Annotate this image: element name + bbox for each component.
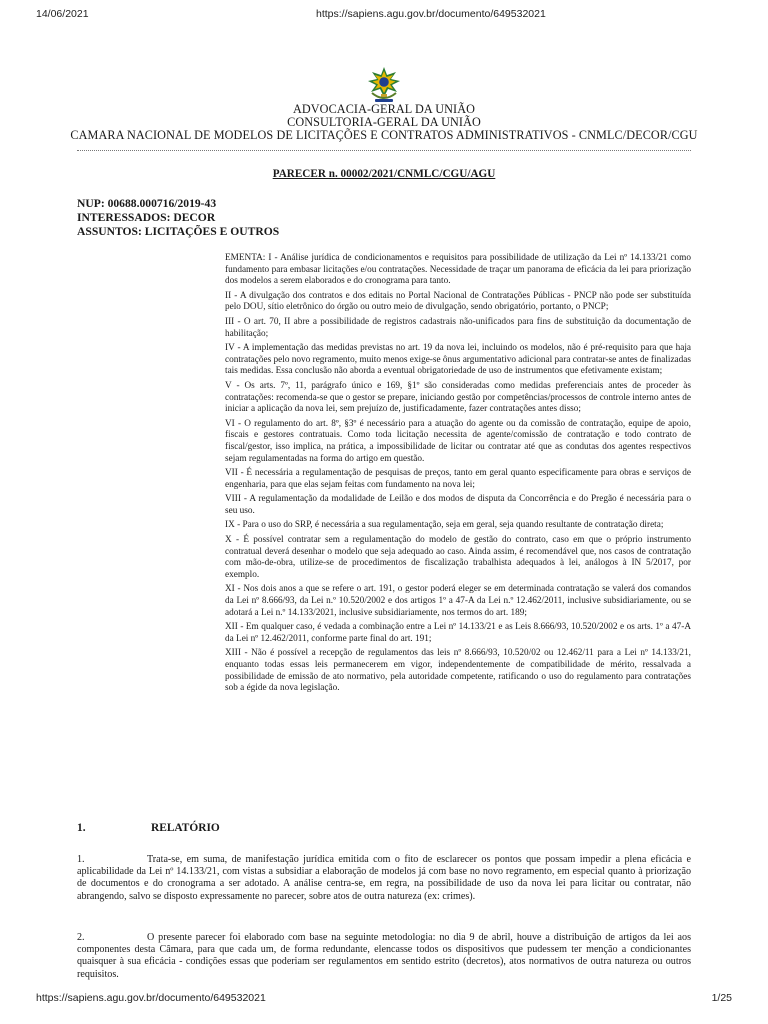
footer-url: https://sapiens.agu.gov.br/documento/649532021: [36, 992, 266, 1004]
ementa-item: XIII - Não é possível a recepção de regulamentos das leis nº 8.666/93, 10.520/02 ou 12.462/11 para a Lei nº 14.133/21, enquanto todas essas leis permanecerem em vigor, independentemente de compatibilidade de mérito, ressalvada a possibilidade de emissão de ato normativo, pela autoridade competente, ratificando o uso do regulamento para contratações sob a égide da nova legislação.: [225, 648, 691, 694]
ementa-item: X - É possível contratar sem a regulamentação do modelo de gestão do contrato, caso em que o próprio instrumento contratual deverá desenhar o modelo que seja adequado ao caso. Ainda assim, é recomendável que, nos casos de contratação com mão-de-obra, utilize-se de procedimentos de fiscalização trabalhista adequados à lei, análogos à IN 5/2017, por exemplo.: [225, 535, 691, 580]
nup-line: NUP: 00688.000716/2019-43: [77, 197, 217, 210]
print-date: 14/06/2021: [36, 8, 89, 20]
ementa-item: VII - É necessária a regulamentação de pesquisas de preços, tanto em geral quanto especificamente para obras e serviços de engenharia, para que elas sejam feitas com fundamento na nova lei;: [225, 468, 691, 490]
print-footer: [0, 992, 768, 1012]
ementa-item: V - Os arts. 7º, 11, parágrafo único e 169, §1º são consideradas como medidas preferenciais antes de proceder às contratações: recomenda-se que o gestor se prepare, iniciando gestão por competências/processos de controle interno antes de iniciar a aplicação da nova lei, sem prejuízo de, justificadamente, fazer contratações antes disso;: [225, 380, 691, 415]
section-number: 1.: [77, 822, 86, 834]
ementa-item: XI - Nos dois anos a que se refere o art. 191, o gestor poderá eleger se em determinada contratação se valerá dos comandos da Lei nº 8.666/93, da Lei n.º 10.520/2002 e dos artigos 1º a 47-A da Lei n.º 12.462/2011, inclusive subsidiariamente, ou se adotará a Lei n.º 14.133/2021, inclusive subsidiariamente, nos termos do art. 189;: [225, 584, 691, 618]
parecer-title: [0, 168, 768, 180]
page-number: 1/25: [711, 992, 732, 1004]
paragraph: [77, 932, 691, 981]
print-url: https://sapiens.agu.gov.br/documento/649532021: [316, 8, 546, 20]
heading-line-cgu: CONSULTORIA-GERAL DA UNIÃO: [287, 115, 481, 129]
paragraph: [77, 854, 691, 903]
paragraph-text: Trata-se, em suma, de manifestação jurídica emitida com o fito de esclarecer os pontos que possam impedir a plena eficácia e aplicabilidade da Lei nº 14.133/21, com vistas a subsidiar a elaboração de modelos já com base no novo regramento, em especial quanto à priorização de documentos e do cronograma a ser adotado. A análise centra-se, em regra, na possibilidade de uso da nova lei para licitar ou contratar, não abrangendo, salvo se disposto expressamente no parecer, sobre atos de outra natureza (ex: crimes).: [77, 854, 691, 902]
paragraph-text: O presente parecer foi elaborado com base na seguinte metodologia: no dia 9 de abril, houve a distribuição de artigos da lei aos componentes desta Câmara, para que cada um, de forma redundante, elencasse todos os dispositivos que pudessem ter menção a condicionantes quaisquer à sua eficácia - condições essas que poderiam ser regulamentos em sentido estrito (decretos), atos normativos de outra natureza ou outros requisitos.: [77, 932, 691, 980]
ementa-item: IX - Para o uso do SRP, é necessária a sua regulamentação, seja em geral, seja quando resultante de contratação direta;: [225, 520, 664, 531]
ementa-item: III - O art. 70, II abre a possibilidade de registros cadastrais não-unificados para fins de substituição da documentação de habilitação;: [225, 316, 691, 339]
paragraph-number: 1.: [77, 854, 85, 865]
heading-line-agu: ADVOCACIA-GERAL DA UNIÃO: [292, 102, 476, 116]
ementa-block: [225, 253, 691, 698]
ementa-item: IV - A implementação das medidas previstas no art. 19 da nova lei, incluindo os modelos, não é pré-requisito para que haja contratações pelo novo regramento, muito menos exige-se ônus argumentativo adicional para contratar-se antes de finalizadas tais medidas. Essa conclusão não aborda a eventual obrigatoriedade de uso de instrumentos que efetivamente existam;: [225, 343, 691, 377]
parecer-title-text: PARECER n. 00002/2021/CNMLC/CGU/AGU: [272, 168, 496, 180]
interessados-line: INTERESSADOS: DECOR: [77, 211, 216, 224]
ementa-item: EMENTA: I - Análise jurídica de condicionamentos e requisitos para possibilidade de utilização da Lei nº 14.133/21 como fundamento para embasar licitações e/ou contratações. Necessidade de traçar um panorama de eficácia da lei para priorização dos modelos a serem elaborados e do cronograma para tanto.: [225, 253, 691, 287]
section-title: RELATÓRIO: [151, 822, 220, 834]
print-header: [0, 8, 768, 28]
ementa-item: XII - Em qualquer caso, é vedada a combinação entre a Lei nº 14.133/21 e as Leis 8.666/93, 10.520/2002 e os arts. 1º a 47-A da Lei nº 12.462/2011, conforme parte final do art. 191;: [225, 622, 691, 644]
assuntos-line: ASSUNTOS: LICITAÇÕES E OUTROS: [77, 225, 280, 238]
divider-line: [77, 150, 691, 151]
ementa-item: VI - O regulamento do art. 8º, §3º é necessário para a atuação do agente ou da comissão de contratação, equipe de apoio, fiscais e gestores contratuais. Como toda licitação necessita de agente/comissão de contratação e todo contrato de fiscal/gestor, isso implica, na prática, a impossibilidade de licitar ou contratar até que as condutas dos agentes respectivos sejam regulamentadas na forma do artigo em questão.: [225, 418, 691, 464]
heading-line-cnmlc: CAMARA NACIONAL DE MODELOS DE LICITAÇÕES E CONTRATOS ADMINISTRATIVOS - CNMLC/DECOR/CGU: [70, 128, 698, 142]
document-metadata: [77, 197, 279, 239]
institution-heading: [0, 103, 768, 142]
ementa-item: II - A divulgação dos contratos e dos editais no Portal Nacional de Contratações Públicas - PNCP não pode ser substituída pelo DOU, sítio eletrônico do órgão ou outro meio de divulgação, sendo obrigatório, portanto, o PNCP;: [225, 290, 691, 313]
ementa-item: VIII - A regulamentação da modalidade de Leilão e dos modos de disputa da Concorrência e do Pregão é necessária para o seu uso.: [225, 494, 691, 516]
coat-of-arms-icon: [366, 66, 402, 104]
paragraph-number: 2.: [77, 932, 85, 943]
